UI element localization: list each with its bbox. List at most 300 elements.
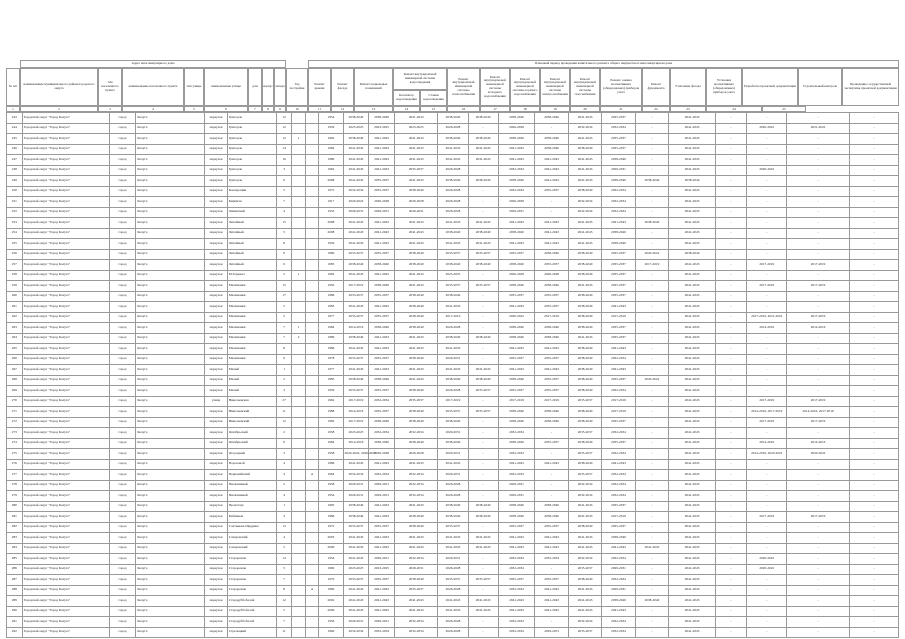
table-cell: - bbox=[747, 333, 787, 344]
table-cell: 2035-2037 bbox=[535, 386, 568, 397]
table-cell: 2038-2040 bbox=[343, 333, 369, 344]
table-cell: 2041-2043 bbox=[535, 596, 568, 607]
table-cell: 2038-2040 bbox=[468, 260, 498, 271]
table-cell: 2032-2034 bbox=[535, 554, 568, 565]
table-cell: 2041-2043 bbox=[535, 365, 568, 376]
table-cell: Калуга bbox=[136, 417, 205, 428]
table-cell: Калуга bbox=[136, 501, 205, 512]
table-cell: 1954 bbox=[319, 113, 344, 124]
table-cell: 2038-2040 bbox=[535, 333, 568, 344]
table-row bbox=[7, 323, 899, 334]
table-cell: 2041-2043 bbox=[568, 155, 601, 166]
table-cell: - bbox=[715, 428, 746, 439]
table-cell: 2041-2043 bbox=[394, 365, 437, 376]
table-cell: 2041-2043 bbox=[498, 606, 535, 617]
table-cell: 2041-2043 bbox=[669, 606, 716, 617]
table-cell: 2041-2043 bbox=[468, 239, 498, 250]
table-cell: 2041-2043 bbox=[669, 155, 716, 166]
table-cell: - bbox=[747, 627, 787, 638]
table-cell: - bbox=[715, 302, 746, 313]
table-cell: 2041-2043 bbox=[669, 407, 716, 418]
column-index-cell: 18 bbox=[510, 106, 540, 112]
table-cell: Калуга bbox=[136, 533, 205, 544]
header-control: Строительный контроль bbox=[798, 68, 842, 106]
table-cell: Городской округ "Город Калуга" bbox=[22, 333, 109, 344]
table-cell: - bbox=[635, 627, 668, 638]
table-cell: 2041-2043 bbox=[535, 239, 568, 250]
table-cell: - bbox=[747, 501, 787, 512]
header-period-group: Плановый период проведения капитального ремонта общего имущества в многоквартирном доме bbox=[308, 60, 899, 68]
table-cell: 2041-2043 bbox=[438, 606, 468, 617]
table-cell: - bbox=[747, 354, 787, 365]
table-cell: 2020-2022 bbox=[747, 165, 787, 176]
table-row bbox=[7, 228, 899, 239]
table-cell: 2035-2037 bbox=[498, 575, 535, 586]
table-cell: Городской округ "Город Калуга" bbox=[22, 228, 109, 239]
table-row bbox=[7, 575, 899, 586]
table-cell: - bbox=[747, 596, 787, 607]
table-cell: Городской округ "Город Калуга" bbox=[22, 396, 109, 407]
table-cell: Городской округ "Город Калуга" bbox=[22, 239, 109, 250]
table-cell: 2041-2043 bbox=[669, 186, 716, 197]
table-cell: 2020-2022, 2026-2028 bbox=[343, 449, 369, 460]
table-cell: 2041-2043 bbox=[602, 459, 635, 470]
table-cell: Кирпичн bbox=[227, 197, 276, 208]
table-cell: 2041-2043 bbox=[369, 155, 395, 166]
table-cell: 2017-2019 bbox=[602, 396, 635, 407]
table-cell bbox=[305, 218, 318, 229]
header-sewer-collector: Коллектор водоотведения bbox=[393, 90, 420, 106]
table-cell bbox=[305, 354, 318, 365]
table-cell: 2041-2043 bbox=[669, 239, 716, 250]
table-cell bbox=[305, 428, 318, 439]
table-cell: - bbox=[787, 144, 849, 155]
table-cell bbox=[292, 585, 305, 596]
header-foundation: Ремонт фундамента bbox=[642, 68, 670, 106]
table-cell: переулок bbox=[205, 207, 227, 218]
table-cell: 27 bbox=[276, 396, 292, 407]
table-cell: 7 bbox=[276, 617, 292, 628]
table-cell: Пиоклинный bbox=[227, 491, 276, 502]
table-cell: 2038-2040 bbox=[568, 312, 601, 323]
table-cell: город bbox=[109, 218, 136, 229]
table-cell: - bbox=[715, 575, 746, 586]
table-cell: 2035-2037 bbox=[602, 522, 635, 533]
table-cell bbox=[292, 438, 305, 449]
table-cell: переулок bbox=[205, 344, 227, 355]
header-roof: Ремонт крыши bbox=[308, 68, 331, 106]
table-cell: 2035-2037 bbox=[438, 575, 468, 586]
table-row bbox=[7, 522, 899, 533]
table-row bbox=[7, 438, 899, 449]
table-cell: 1970 bbox=[319, 575, 344, 586]
table-cell: 2035-2037 bbox=[498, 386, 535, 397]
table-cell bbox=[305, 375, 318, 386]
table-cell: Калуга bbox=[136, 491, 205, 502]
table-cell: 2041-2043 bbox=[535, 228, 568, 239]
table-cell: переулок bbox=[205, 417, 227, 428]
table-cell bbox=[305, 123, 318, 134]
header-row-num: № п/п bbox=[6, 68, 20, 106]
table-cell: 2032-2034 bbox=[498, 554, 535, 565]
table-cell: 2038-2040 bbox=[394, 575, 437, 586]
table-cell: - bbox=[635, 417, 668, 428]
table-cell: 12 bbox=[276, 417, 292, 428]
table-cell: - bbox=[849, 176, 898, 187]
table-cell: Стародуббобалой bbox=[227, 606, 276, 617]
table-cell: город bbox=[109, 375, 136, 386]
table-cell: Октябрьский bbox=[227, 438, 276, 449]
table-cell bbox=[305, 228, 318, 239]
table-cell: переулок bbox=[205, 459, 227, 470]
table-cell: 1980 bbox=[319, 249, 344, 260]
table-cell: 2041-2043 bbox=[369, 596, 395, 607]
table-row bbox=[7, 459, 899, 470]
table-cell: 2038-2040 bbox=[568, 522, 601, 533]
table-cell: 2017-2019 bbox=[535, 396, 568, 407]
table-cell: 2017-2019 bbox=[602, 312, 635, 323]
table-cell: Калуга bbox=[136, 239, 205, 250]
table-cell: 2035-2037 bbox=[602, 323, 635, 334]
table-cell: 2035-2037 bbox=[343, 354, 369, 365]
table-cell: 2041-2043 bbox=[394, 176, 437, 187]
table-cell: 2035-2037 bbox=[602, 291, 635, 302]
table-cell: 2020-2022 bbox=[635, 249, 668, 260]
header-design: Разработка проектной документации bbox=[742, 68, 798, 106]
table-cell: 2038-2040 bbox=[394, 302, 437, 313]
table-cell: 2041-2043 bbox=[438, 155, 468, 166]
table-cell: 2035-2037 bbox=[498, 249, 535, 260]
table-cell: 1 bbox=[292, 323, 305, 334]
table-cell: город bbox=[109, 386, 136, 397]
table-cell: 282 bbox=[7, 522, 23, 533]
table-cell bbox=[292, 260, 305, 271]
table-cell: - bbox=[849, 123, 898, 134]
table-cell: - bbox=[787, 218, 849, 229]
table-cell: - bbox=[468, 323, 498, 334]
table-cell: 2038-2040 bbox=[369, 417, 395, 428]
table-cell: 2 bbox=[276, 270, 292, 281]
table-row bbox=[7, 312, 899, 323]
table-row bbox=[7, 123, 899, 134]
table-cell: 2017-2019 bbox=[787, 512, 849, 523]
table-cell: город bbox=[109, 522, 136, 533]
table-cell: 1984 bbox=[319, 438, 344, 449]
table-cell: 2041-2043 bbox=[669, 459, 716, 470]
table-cell: 2038-2040 bbox=[498, 407, 535, 418]
table-cell: - bbox=[787, 155, 849, 166]
table-cell: Городской округ "Город Калуга" bbox=[22, 312, 109, 323]
table-cell: 2038-2040 bbox=[568, 459, 601, 470]
table-cell: Сахаровский bbox=[227, 543, 276, 554]
table-cell: 2026-2028 bbox=[438, 564, 468, 575]
table-cell: 2032-2034 bbox=[394, 617, 437, 628]
column-index-cell: 21 bbox=[600, 106, 642, 112]
table-cell: 2032-2034 bbox=[498, 165, 535, 176]
table-cell: 2041-2043 bbox=[669, 375, 716, 386]
table-cell: - bbox=[715, 176, 746, 187]
table-cell: 2038-2040 bbox=[438, 134, 468, 145]
table-cell: - bbox=[635, 407, 668, 418]
table-cell: город bbox=[109, 354, 136, 365]
table-cell: 2041-2043 bbox=[498, 144, 535, 155]
column-index-cell: 11 bbox=[308, 106, 331, 112]
table-cell: 290 bbox=[7, 606, 23, 617]
table-cell: 2041-2043 bbox=[602, 344, 635, 355]
table-cell: Калуга bbox=[136, 197, 205, 208]
table-cell: 2 bbox=[276, 480, 292, 491]
table-cell: - bbox=[715, 207, 746, 218]
table-row bbox=[7, 176, 899, 187]
table-cell: 2029-2031 bbox=[343, 617, 369, 628]
table-cell: - bbox=[849, 438, 898, 449]
table-cell: - bbox=[787, 113, 849, 124]
table-cell bbox=[305, 197, 318, 208]
table-cell: - bbox=[787, 554, 849, 565]
table-cell: - bbox=[715, 449, 746, 460]
table-cell: Городской округ "Город Калуга" bbox=[22, 606, 109, 617]
table-cell: - bbox=[635, 354, 668, 365]
table-cell: 2041-2043 bbox=[394, 218, 437, 229]
table-cell: 2035-2037 bbox=[369, 522, 395, 533]
table-cell: переулок bbox=[205, 333, 227, 344]
table-cell: - bbox=[715, 564, 746, 575]
table-cell: 2038-2040 bbox=[568, 417, 601, 428]
table-cell: - bbox=[849, 627, 898, 638]
table-cell: 2038-2040 bbox=[602, 176, 635, 187]
table-cell: 2041-2043 bbox=[535, 218, 568, 229]
table-cell: Калуга bbox=[136, 354, 205, 365]
table-cell: 2038-2040 bbox=[438, 333, 468, 344]
table-cell: - bbox=[635, 428, 668, 439]
table-cell: 291 bbox=[7, 617, 23, 628]
table-cell: Городской округ "Город Калуга" bbox=[22, 617, 109, 628]
table-cell: город bbox=[109, 617, 136, 628]
table-cell: переулок bbox=[205, 270, 227, 281]
table-cell: Городской округ "Город Калуга" bbox=[22, 123, 109, 134]
table-cell: - bbox=[635, 585, 668, 596]
table-cell: 2035-2037 bbox=[369, 186, 395, 197]
table-cell: - bbox=[635, 155, 668, 166]
table-cell: 2041-2043 bbox=[394, 606, 437, 617]
table-cell bbox=[292, 428, 305, 439]
table-cell bbox=[305, 344, 318, 355]
table-cell: - bbox=[849, 501, 898, 512]
table-cell: Стрелецкий bbox=[227, 627, 276, 638]
table-cell: 2032-2034 bbox=[343, 627, 369, 638]
table-cell bbox=[292, 470, 305, 481]
table-cell: 2038-2040 bbox=[568, 144, 601, 155]
table-cell: 1 bbox=[292, 134, 305, 145]
table-cell: Городской округ "Город Калуга" bbox=[22, 596, 109, 607]
table-cell: 2032-2034 bbox=[568, 207, 601, 218]
table-cell: город bbox=[109, 533, 136, 544]
table-cell bbox=[292, 144, 305, 155]
table-cell: 1 bbox=[276, 365, 292, 376]
table-cell: город bbox=[109, 176, 136, 187]
table-cell: - bbox=[787, 165, 849, 176]
table-cell: - bbox=[787, 270, 849, 281]
table-cell: - bbox=[715, 596, 746, 607]
table-cell: город bbox=[109, 186, 136, 197]
table-row bbox=[7, 354, 899, 365]
table-cell: 2032-2034 bbox=[602, 186, 635, 197]
table-cell: город bbox=[109, 249, 136, 260]
table-cell: 2026-2028 bbox=[394, 449, 437, 460]
table-cell: 11 bbox=[276, 407, 292, 418]
column-index-cell: 14 bbox=[393, 106, 420, 112]
table-cell: А bbox=[305, 470, 318, 481]
table-cell: 268 bbox=[7, 375, 23, 386]
column-index-cell: 16 bbox=[447, 106, 480, 112]
table-cell: 2041-2043 bbox=[669, 197, 716, 208]
table-cell: Григоров bbox=[227, 134, 276, 145]
table-cell: Городской округ "Город Калуга" bbox=[22, 144, 109, 155]
table-cell: - bbox=[787, 333, 849, 344]
table-cell: 1954 bbox=[319, 491, 344, 502]
table-cell: Пролетарс bbox=[227, 501, 276, 512]
table-cell: 2017-2019 bbox=[343, 417, 369, 428]
table-cell: Николаевский bbox=[227, 417, 276, 428]
table-cell: 2041-2043 bbox=[369, 501, 395, 512]
table-cell: 2038-2040 bbox=[568, 323, 601, 334]
table-cell: переулок bbox=[205, 480, 227, 491]
table-cell: - bbox=[849, 522, 898, 533]
table-cell: Григоров bbox=[227, 113, 276, 124]
table-cell bbox=[305, 144, 318, 155]
table-cell: 2038-2040 bbox=[498, 228, 535, 239]
table-cell: 2026-2028 bbox=[438, 491, 468, 502]
table-cell: 2041-2043 bbox=[369, 543, 395, 554]
table-cell: 2038-2040 bbox=[535, 512, 568, 523]
table-cell: 2014-2016 bbox=[343, 323, 369, 334]
table-cell: 2038-2040 bbox=[568, 375, 601, 386]
table-cell: переулок bbox=[205, 585, 227, 596]
table-cell: 2041-2043 bbox=[568, 239, 601, 250]
table-cell: - bbox=[715, 249, 746, 260]
table-cell: Городской округ "Город Калуга" bbox=[22, 470, 109, 481]
table-cell: 2038-2040 bbox=[394, 260, 437, 271]
table-cell: 1977 bbox=[319, 365, 344, 376]
table-cell: 2041-2043 bbox=[669, 123, 716, 134]
table-row bbox=[7, 617, 899, 628]
table-cell: 2038-2040 bbox=[498, 323, 535, 334]
table-cell: 4 bbox=[276, 459, 292, 470]
table-cell: город bbox=[109, 344, 136, 355]
table-cell: - bbox=[747, 365, 787, 376]
table-cell: - bbox=[787, 491, 849, 502]
table-cell: 2041-2043 bbox=[568, 596, 601, 607]
table-row bbox=[7, 480, 899, 491]
table-cell: - bbox=[747, 606, 787, 617]
table-cell: 15 bbox=[276, 281, 292, 292]
table-cell: 2038-2040 bbox=[498, 113, 535, 124]
table-cell: - bbox=[849, 386, 898, 397]
table-row bbox=[7, 113, 899, 124]
table-cell: 2041-2043 bbox=[602, 218, 635, 229]
table-cell: - bbox=[715, 197, 746, 208]
table-cell: 2041-2043 bbox=[535, 606, 568, 617]
table-cell bbox=[305, 512, 318, 523]
table-cell: 2041-2043 bbox=[498, 533, 535, 544]
table-cell: город bbox=[109, 564, 136, 575]
table-cell: 2008 bbox=[319, 218, 344, 229]
table-cell: 2041-2043 bbox=[343, 228, 369, 239]
table-cell: 2041-2043 bbox=[669, 291, 716, 302]
table-cell: 2041-2043 bbox=[369, 533, 395, 544]
table-cell: 2026-2028 bbox=[498, 270, 535, 281]
table-cell: Городской округ "Город Калуга" bbox=[22, 564, 109, 575]
table-cell: 2014-2016, 2020-2022 bbox=[747, 449, 787, 460]
table-cell: 2038-2040 bbox=[438, 113, 468, 124]
table-cell: 250 bbox=[7, 186, 23, 197]
table-cell: Пороховой bbox=[227, 459, 276, 470]
table-cell: Малиновки bbox=[227, 302, 276, 313]
table-cell: 2038-2040 bbox=[535, 407, 568, 418]
table-cell: 2038-2040 bbox=[568, 365, 601, 376]
table-cell: - bbox=[468, 522, 498, 533]
table-cell: - bbox=[535, 428, 568, 439]
table-cell: 2038-2040 bbox=[394, 386, 437, 397]
table-cell: 2032-2034 bbox=[498, 186, 535, 197]
table-cell: 2029-2031 bbox=[369, 617, 395, 628]
table-cell: город bbox=[109, 302, 136, 313]
table-cell: 2038-2040 bbox=[498, 134, 535, 145]
table-cell: Малиновки bbox=[227, 323, 276, 334]
table-cell bbox=[305, 564, 318, 575]
table-cell: 2041-2043 bbox=[669, 365, 716, 376]
table-cell: 2029-2031 bbox=[369, 207, 395, 218]
table-cell bbox=[305, 186, 318, 197]
table-cell: 2002 bbox=[319, 596, 344, 607]
table-cell: - bbox=[849, 228, 898, 239]
table-cell: - bbox=[787, 522, 849, 533]
table-cell: 2038-2040 bbox=[568, 407, 601, 418]
table-cell: 2038-2040 bbox=[535, 113, 568, 124]
table-cell: 2035-2037 bbox=[369, 386, 395, 397]
table-cell: город bbox=[109, 585, 136, 596]
table-cell: 9 bbox=[276, 260, 292, 271]
table-cell: 2035-2037 bbox=[602, 249, 635, 260]
table-cell: - bbox=[468, 165, 498, 176]
table-cell: 2032-2034 bbox=[369, 627, 395, 638]
table-cell: переулок bbox=[205, 144, 227, 155]
table-cell: - bbox=[635, 512, 668, 523]
table-row bbox=[7, 270, 899, 281]
table-cell: 2017-2019 bbox=[535, 312, 568, 323]
table-cell: 1 bbox=[292, 270, 305, 281]
table-cell: - bbox=[635, 197, 668, 208]
table-cell: 2038-2040 bbox=[438, 417, 468, 428]
table-cell: Городской округ "Город Калуга" bbox=[22, 428, 109, 439]
table-cell: 2035-2037 bbox=[394, 165, 437, 176]
table-cell: 2041-2043 bbox=[669, 501, 716, 512]
table-cell: Григоров bbox=[227, 144, 276, 155]
table-cell: 2035-2037 bbox=[568, 449, 601, 460]
table-cell: - bbox=[787, 197, 849, 208]
table-cell bbox=[292, 533, 305, 544]
table-cell bbox=[305, 543, 318, 554]
table-cell: 284 bbox=[7, 543, 23, 554]
table-cell: 1985 bbox=[319, 260, 344, 271]
table-cell: 2035-2037 bbox=[343, 575, 369, 586]
table-cell: - bbox=[747, 491, 787, 502]
table-cell: - bbox=[468, 396, 498, 407]
table-cell: 2017-2019 bbox=[635, 260, 668, 271]
table-cell: 2032-2034 bbox=[602, 617, 635, 628]
table-cell: 2041-2043 bbox=[568, 134, 601, 145]
table-cell: 2041-2043 bbox=[669, 438, 716, 449]
